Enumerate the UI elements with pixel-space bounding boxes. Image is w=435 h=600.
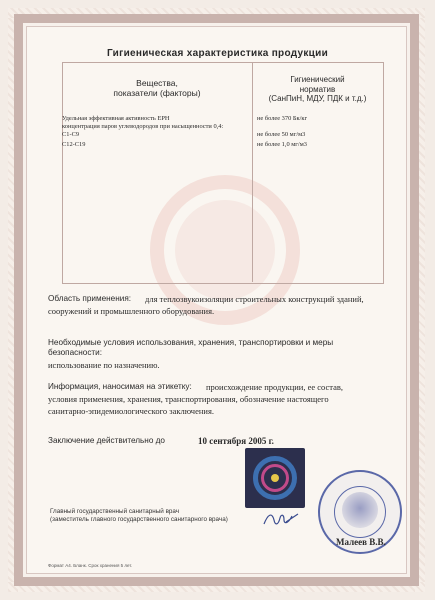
table-row-norm: не более 50 мг/м3 (257, 131, 306, 138)
handwritten-signature (262, 508, 302, 530)
label-info-text: происхождение продукции, ее состав, (206, 382, 344, 392)
signer-title (50, 508, 228, 524)
label-info-label: Информация, наносимая на этикетку: (48, 382, 192, 391)
scope-label: Область применения: (48, 294, 132, 303)
signer-title-line: (заместитель главного государственного санитарного врача) (50, 516, 228, 523)
signer-title-line: Главный государственный санитарный врач (50, 508, 180, 515)
validity-label: Заключение действительно до (48, 436, 165, 445)
document-title: Гигиеническая характеристика продукции (106, 48, 329, 59)
conditions-label: Необходимые условия использования, хранения, транспортировки и меры (48, 338, 334, 347)
scope-text: сооружений и промышленного оборудования. (48, 306, 215, 316)
table-row-substance: концентрация паров углеводородов при насыщенности 0,4: (62, 123, 224, 130)
hologram-center (271, 474, 279, 482)
stamp-emblem-icon (342, 492, 378, 528)
table-row-norm: не более 1,0 мг/м3 (257, 141, 307, 148)
signer-name: Малеев В.В. (336, 537, 386, 547)
label-info-text: санитарно-эпидемиологического заключения. (48, 406, 214, 416)
table-row-substance: С12-С19 (62, 141, 86, 148)
hologram-sticker-icon (245, 448, 305, 508)
validity-date: 10 сентября 2005 г. (198, 436, 274, 446)
header-left-line: Вещества, (136, 78, 178, 88)
conditions-label: безопасности: (48, 348, 103, 357)
label-info-text: условия применения, хранения, транспортирования, обозначение настоящего (48, 394, 329, 404)
table-row-norm: не более 370 Бк/кг (257, 115, 308, 122)
scope-text: для теплозвукоизоляции строительных конструкций зданий, (145, 294, 364, 304)
header-right-line: Гигиенический (290, 75, 345, 84)
header-right-line: (СанПиН, МДУ, ПДК и т.д.) (268, 94, 367, 103)
header-left-line: показатели (факторы) (113, 88, 201, 98)
form-footer: Формат А4. Бланк. Срок хранения 5 лет. (48, 563, 133, 568)
table-row-substance: С1-С9 (62, 131, 80, 138)
table-row-substance: Удельная эффективная активность ЕРН (62, 115, 170, 122)
table-header-substances (62, 78, 252, 98)
table-header-norm (253, 75, 382, 104)
header-right-line: норматив (299, 84, 336, 94)
conditions-text: использование по назначению. (48, 360, 160, 370)
